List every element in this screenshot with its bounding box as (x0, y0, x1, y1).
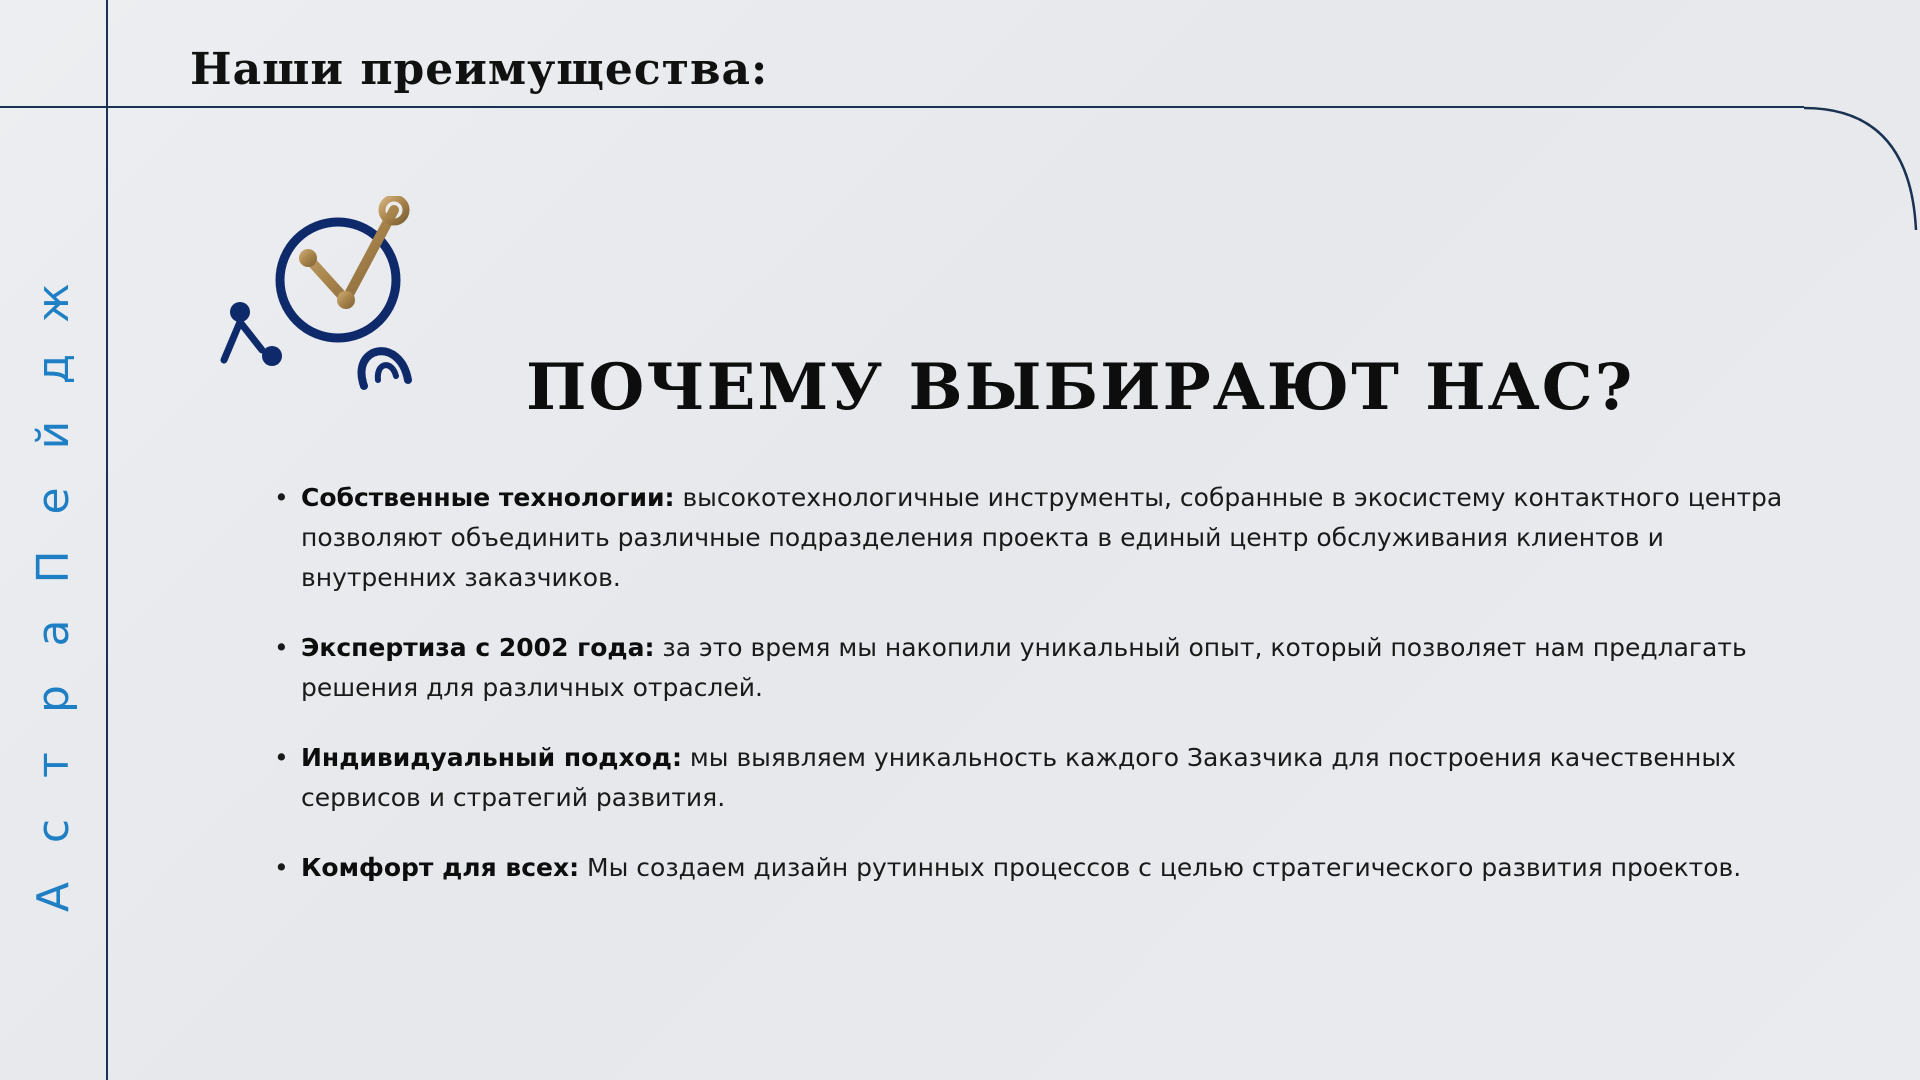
benefits-list (274, 478, 1794, 918)
chart-growth-logo-icon (216, 196, 416, 396)
brand-letter: т (28, 752, 79, 778)
benefit-item (274, 478, 1794, 598)
brand-letter: й (28, 420, 79, 450)
page-title: Наши преимущества: (190, 44, 769, 95)
benefit-item (274, 628, 1794, 708)
brand-letter: ж (28, 283, 79, 323)
benefit-title: Экспертиза с 2002 года: (301, 633, 655, 662)
benefit-text: мы выявляем уникальность каждого Заказчика для построения качественных сервисов и стратегий развития. (301, 743, 1736, 812)
brand-letter: а (28, 619, 79, 647)
horizontal-frame-line (0, 106, 1804, 108)
corner-arc-decoration (1780, 100, 1920, 240)
brand-letter: А (28, 881, 79, 913)
vertical-frame-line (106, 0, 108, 1080)
main-heading: ПОЧЕМУ ВЫБИРАЮТ НАС? (526, 350, 1635, 425)
benefit-item (274, 738, 1794, 818)
benefit-text: Мы создаем дизайн рутинных процессов с целью стратегического развития проектов. (587, 853, 1742, 882)
benefit-text: за это время мы накопили уникальный опыт, который позволяет нам предлагать решения для различных отраслей. (301, 633, 1747, 702)
benefit-item (274, 848, 1794, 888)
benefit-title: Индивидуальный подход: (301, 743, 682, 772)
benefit-title: Собственные технологии: (301, 483, 675, 512)
benefit-text: высокотехнологичные инструменты, собранные в экосистему контактного центра позволяют объединить различные подразделения проекта в единый центр обслуживания клиентов и внутренних заказчиков. (301, 483, 1783, 592)
brand-letter: с (28, 818, 79, 844)
brand-letter: р (28, 685, 79, 713)
brand-vertical-name (24, 230, 84, 930)
brand-letter: П (28, 550, 79, 584)
benefit-title: Комфорт для всех: (301, 853, 580, 882)
brand-letter: д (28, 353, 79, 385)
brand-letter: е (28, 487, 79, 515)
